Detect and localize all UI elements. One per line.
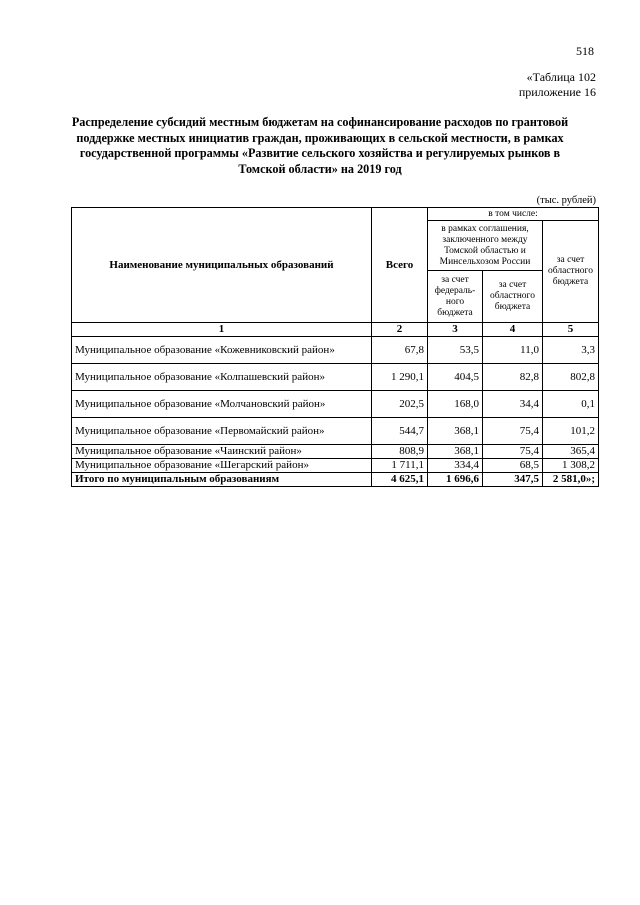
row-federal: 53,5 xyxy=(428,337,483,364)
colnum-4: 4 xyxy=(483,323,543,337)
row-name: Муниципальное образование «Кожевниковский район» xyxy=(72,337,372,364)
row-total: 1 711,1 xyxy=(372,459,428,473)
row-federal: 168,0 xyxy=(428,391,483,418)
row-total: 67,8 xyxy=(372,337,428,364)
row-name: Муниципальное образование «Молчановский район» xyxy=(72,391,372,418)
row-regional-own: 802,8 xyxy=(543,364,599,391)
row-federal: 334,4 xyxy=(428,459,483,473)
row-name: Муниципальное образование «Чаинский район» xyxy=(72,445,372,459)
row-name: Муниципальное образование «Первомайский район» xyxy=(72,418,372,445)
table-row xyxy=(72,391,599,418)
row-regional-own: 3,3 xyxy=(543,337,599,364)
header-total: Всего xyxy=(372,208,428,323)
colnum-3: 3 xyxy=(428,323,483,337)
header-regional-own: за счет областного бюджета xyxy=(543,221,599,323)
total-total: 4 625,1 xyxy=(372,473,428,487)
header-name: Наименование муниципальных образований xyxy=(72,208,372,323)
row-federal: 404,5 xyxy=(428,364,483,391)
total-row xyxy=(72,473,599,487)
header-agreement: в рамках соглашения, заключенного между Томской областью и Минсельхозом России xyxy=(428,221,543,271)
row-regional: 75,4 xyxy=(483,418,543,445)
colnum-5: 5 xyxy=(543,323,599,337)
total-federal: 1 696,6 xyxy=(428,473,483,487)
row-name: Муниципальное образование «Колпашевский район» xyxy=(72,364,372,391)
table-row xyxy=(72,337,599,364)
subsidy-table xyxy=(71,207,599,487)
table-ref-line1: «Таблица 102 xyxy=(526,70,596,84)
colnum-2: 2 xyxy=(372,323,428,337)
row-total: 202,5 xyxy=(372,391,428,418)
row-federal: 368,1 xyxy=(428,418,483,445)
row-name: Муниципальное образование «Шегарский район» xyxy=(72,459,372,473)
row-total: 1 290,1 xyxy=(372,364,428,391)
colnum-1: 1 xyxy=(72,323,372,337)
row-regional: 11,0 xyxy=(483,337,543,364)
table-row xyxy=(72,459,599,473)
row-regional-own: 101,2 xyxy=(543,418,599,445)
total-regional: 347,5 xyxy=(483,473,543,487)
table-row xyxy=(72,445,599,459)
document-title: Распределение субсидий местным бюджетам на софинансирование расходов по грантовой поддержке местных инициатив граждан, проживающих в сельской местности, в рамках государственной программы «Развитие сельского хозяйства и регулируемых рынков в Томской области» на 2019 год xyxy=(71,115,569,176)
page-number: 518 xyxy=(576,44,594,58)
row-federal: 368,1 xyxy=(428,445,483,459)
table-row xyxy=(72,364,599,391)
total-regional-own: 2 581,0»; xyxy=(543,473,599,487)
units-label: (тыс. рублей) xyxy=(536,195,596,206)
total-name: Итого по муниципальным образованиям xyxy=(72,473,372,487)
row-regional-own: 0,1 xyxy=(543,391,599,418)
column-number-row xyxy=(72,323,599,337)
row-regional-own: 365,4 xyxy=(543,445,599,459)
row-regional-own: 1 308,2 xyxy=(543,459,599,473)
table-ref-line2: приложение 16 xyxy=(518,85,596,99)
header-regional: за счет областного бюджета xyxy=(483,271,543,323)
table-reference xyxy=(519,70,596,100)
row-regional: 34,4 xyxy=(483,391,543,418)
row-total: 808,9 xyxy=(372,445,428,459)
table-row xyxy=(72,418,599,445)
header-including: в том числе: xyxy=(428,208,599,221)
row-regional: 82,8 xyxy=(483,364,543,391)
row-total: 544,7 xyxy=(372,418,428,445)
header-federal: за счет федераль-ного бюджета xyxy=(428,271,483,323)
row-regional: 68,5 xyxy=(483,459,543,473)
row-regional: 75,4 xyxy=(483,445,543,459)
